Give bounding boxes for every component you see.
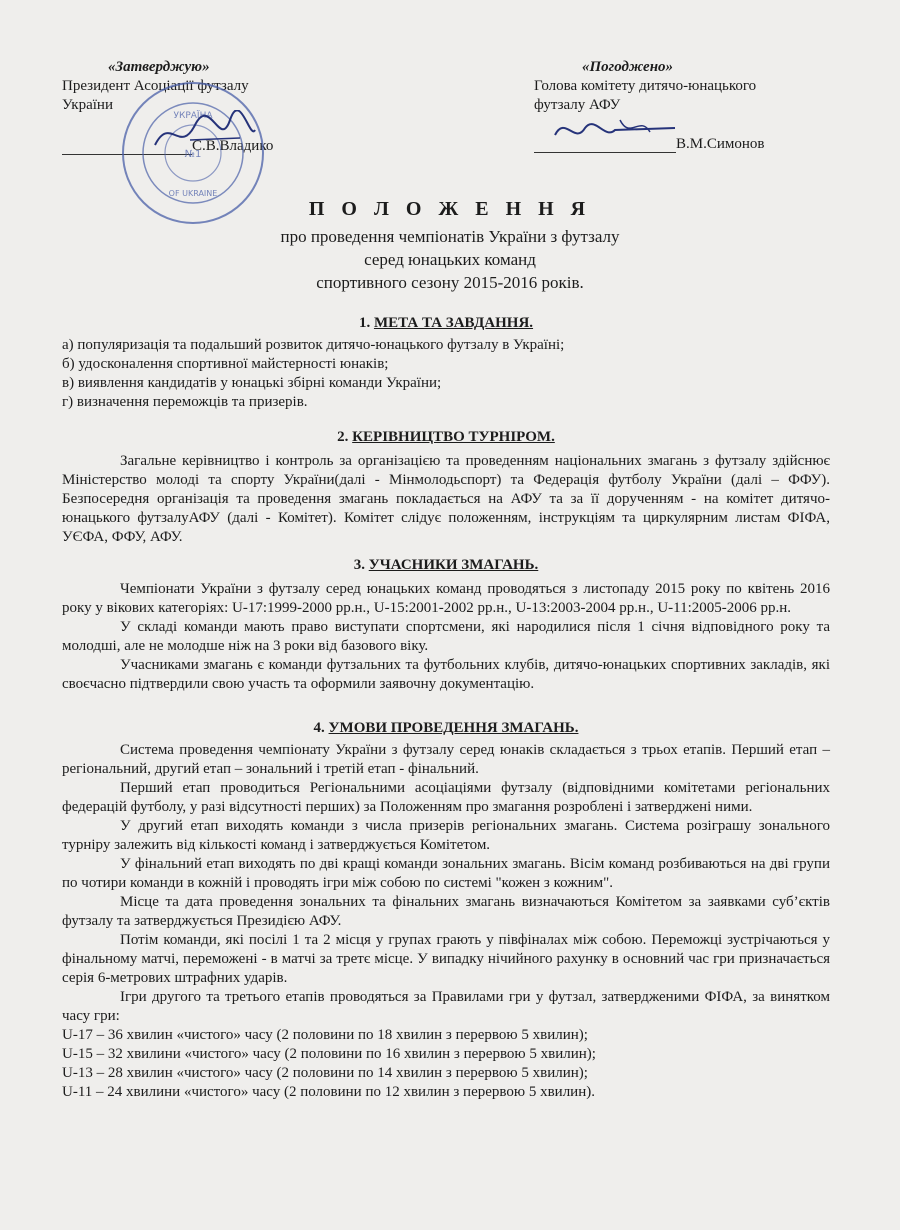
- agreement-signature-icon: [550, 110, 680, 150]
- agreement-position-line1: Голова комітету дитячо-юнацького: [534, 78, 757, 94]
- goal-item: в) виявлення кандидатів у юнацькі збірні команди України;: [62, 375, 442, 391]
- section-3-heading: 3. УЧАСНИКИ ЗМАГАНЬ.: [353, 557, 539, 573]
- subtitle-line2: серед юнацьких команд: [364, 250, 536, 269]
- subtitle-line1: про проведення чемпіонатів України з футзалу: [280, 227, 620, 246]
- agreement-name: В.М.Симонов: [676, 136, 765, 152]
- approval-caption: «Затверджую»: [108, 59, 210, 75]
- section-3-paragraph: Чемпіонати України з футзалу серед юнацьких команд проводяться з листопаду 2015 року по квітень 2016 року у вікових категоріях: U-17:1999-2000 рр.н., U-15:2001-2002 рр.н., U-13:2003-2004 рр.н., U-11:2005-2006 рр.н.: [62, 581, 830, 616]
- section-4-paragraph: У фінальний етап виходять по дві кращі команди зональних змагань. Вісім команд розбиваються на дві групи по чотири команди в кожній і проводять ігри між собою по системі "кожен з кожним".: [62, 856, 830, 891]
- section-2-paragraph: Загальне керівництво і контроль за організацією та проведенням національних змагань з футзалу здійснює Міністерство молоді та спорту України(далі - Мінмолодьспорт) та Федерація футболу України (далі – ФФУ). Безпосередня організація та проведення змагань покладається на АФУ та за її дорученням - на комітет дитячо-юнацького футзалуАФУ (далі - Комітет). Комітет слідує положенням, інструкціям та циркулярним листам ФІФА, УЄФА, ФФУ, АФУ.: [62, 453, 830, 545]
- match-time-item: U-15 – 32 хвилини «чистого» часу (2 половини по 16 хвилин з перервою 5 хвилин);: [62, 1046, 596, 1062]
- agreement-caption: «Погоджено»: [582, 59, 674, 75]
- page-title: П О Л О Ж Е Н Н Я: [308, 198, 592, 220]
- section-4-paragraph: Ігри другого та третього етапів проводяться за Правилами гри у футзал, затвердженими ФІФА, за винятком часу гри:: [62, 989, 830, 1024]
- svg-text:№1: №1: [184, 149, 202, 160]
- section-3: [62, 556, 830, 694]
- match-time-item: U-17 – 36 хвилин «чистого» часу (2 половини по 18 хвилин з перервою 5 хвилин);: [62, 1027, 588, 1043]
- section-4-paragraph: Потім команди, які посілі 1 та 2 місця у групах грають у півфіналах між собою. Переможці зустрічаються у фінальному матчі, переможені - в матчі за третє місце. У випадку нічийного рахунку в основний час гри призначається серія 6-метрових штрафних ударів.: [62, 932, 830, 986]
- section-4-paragraph: Перший етап проводиться Регіональними асоціаціями футзалу (відповідними комітетами регіональних федерацій футболу, у разі відсутності перших) за Положенням про змагання розроблені і затверджені ними.: [62, 780, 830, 815]
- subtitle-line3: спортивного сезону 2015-2016 років.: [316, 273, 584, 292]
- section-1-heading: 1. МЕТА ТА ЗАВДАННЯ.: [358, 315, 534, 331]
- goal-item: г) визначення переможців та призерів.: [62, 394, 308, 410]
- section-3-paragraph: Учасниками змагань є команди футзальних та футбольних клубів, дитячо-юнацьких спортивних закладів, які своєчасно підтвердили свою участь та оформили заявочну документацію.: [62, 657, 830, 692]
- match-time-item: U-11 – 24 хвилини «чистого» часу (2 половини по 12 хвилин з перервою 5 хвилин).: [62, 1084, 595, 1100]
- section-3-paragraph: У складі команди мають право виступати спортсмени, які народилися після 1 січня відповідного року та молодші, але не молодше ніж на 3 роки від базового віку.: [62, 619, 830, 654]
- match-time-item: U-13 – 28 хвилин «чистого» часу (2 половини по 14 хвилин з перервою 5 хвилин);: [62, 1065, 588, 1081]
- section-1: [62, 314, 830, 412]
- section-4: [62, 719, 830, 1102]
- svg-text:OF UKRAINE: OF UKRAINE: [168, 189, 218, 198]
- approval-name: С.В.Владико: [192, 138, 274, 154]
- goal-item: а) популяризація та подальший розвиток дитячо-юнацького футзалу в Україні;: [62, 337, 565, 353]
- title-block: [0, 198, 900, 294]
- section-4-paragraph: Система проведення чемпіонату України з футзалу серед юнаків складається з трьох етапів. Перший етап – регіональний, другий етап – зональний і третій етап - фінальний.: [62, 742, 830, 777]
- section-4-heading: 4. УМОВИ ПРОВЕДЕННЯ ЗМАГАНЬ.: [313, 720, 579, 736]
- section-2: [62, 428, 830, 547]
- goal-item: б) удосконалення спортивної майстерності юнаків;: [62, 356, 389, 372]
- section-4-paragraph: Місце та дата проведення зональних та фінальних змагань визначаються Комітетом за заявками суб’єктів футзалу та затверджується Президією АФУ.: [62, 894, 830, 929]
- approval-signature-icon: [150, 110, 260, 160]
- section-2-heading: 2. КЕРІВНИЦТВО ТУРНІРОМ.: [337, 429, 555, 445]
- approval-position-line1: Президент Асоціації футзалу: [62, 78, 249, 94]
- section-4-paragraph: У другий етап виходять команди з числа призерів регіональних змагань. Система розіграшу зонального турніру залежить від кількості команд і затверджується Комітетом.: [62, 818, 830, 853]
- agreement-position-line2: футзалу АФУ: [534, 97, 621, 113]
- agreement-block: [534, 58, 854, 115]
- approval-position-line2: України: [62, 97, 113, 113]
- svg-text:УКРАЇНА: УКРАЇНА: [173, 111, 213, 121]
